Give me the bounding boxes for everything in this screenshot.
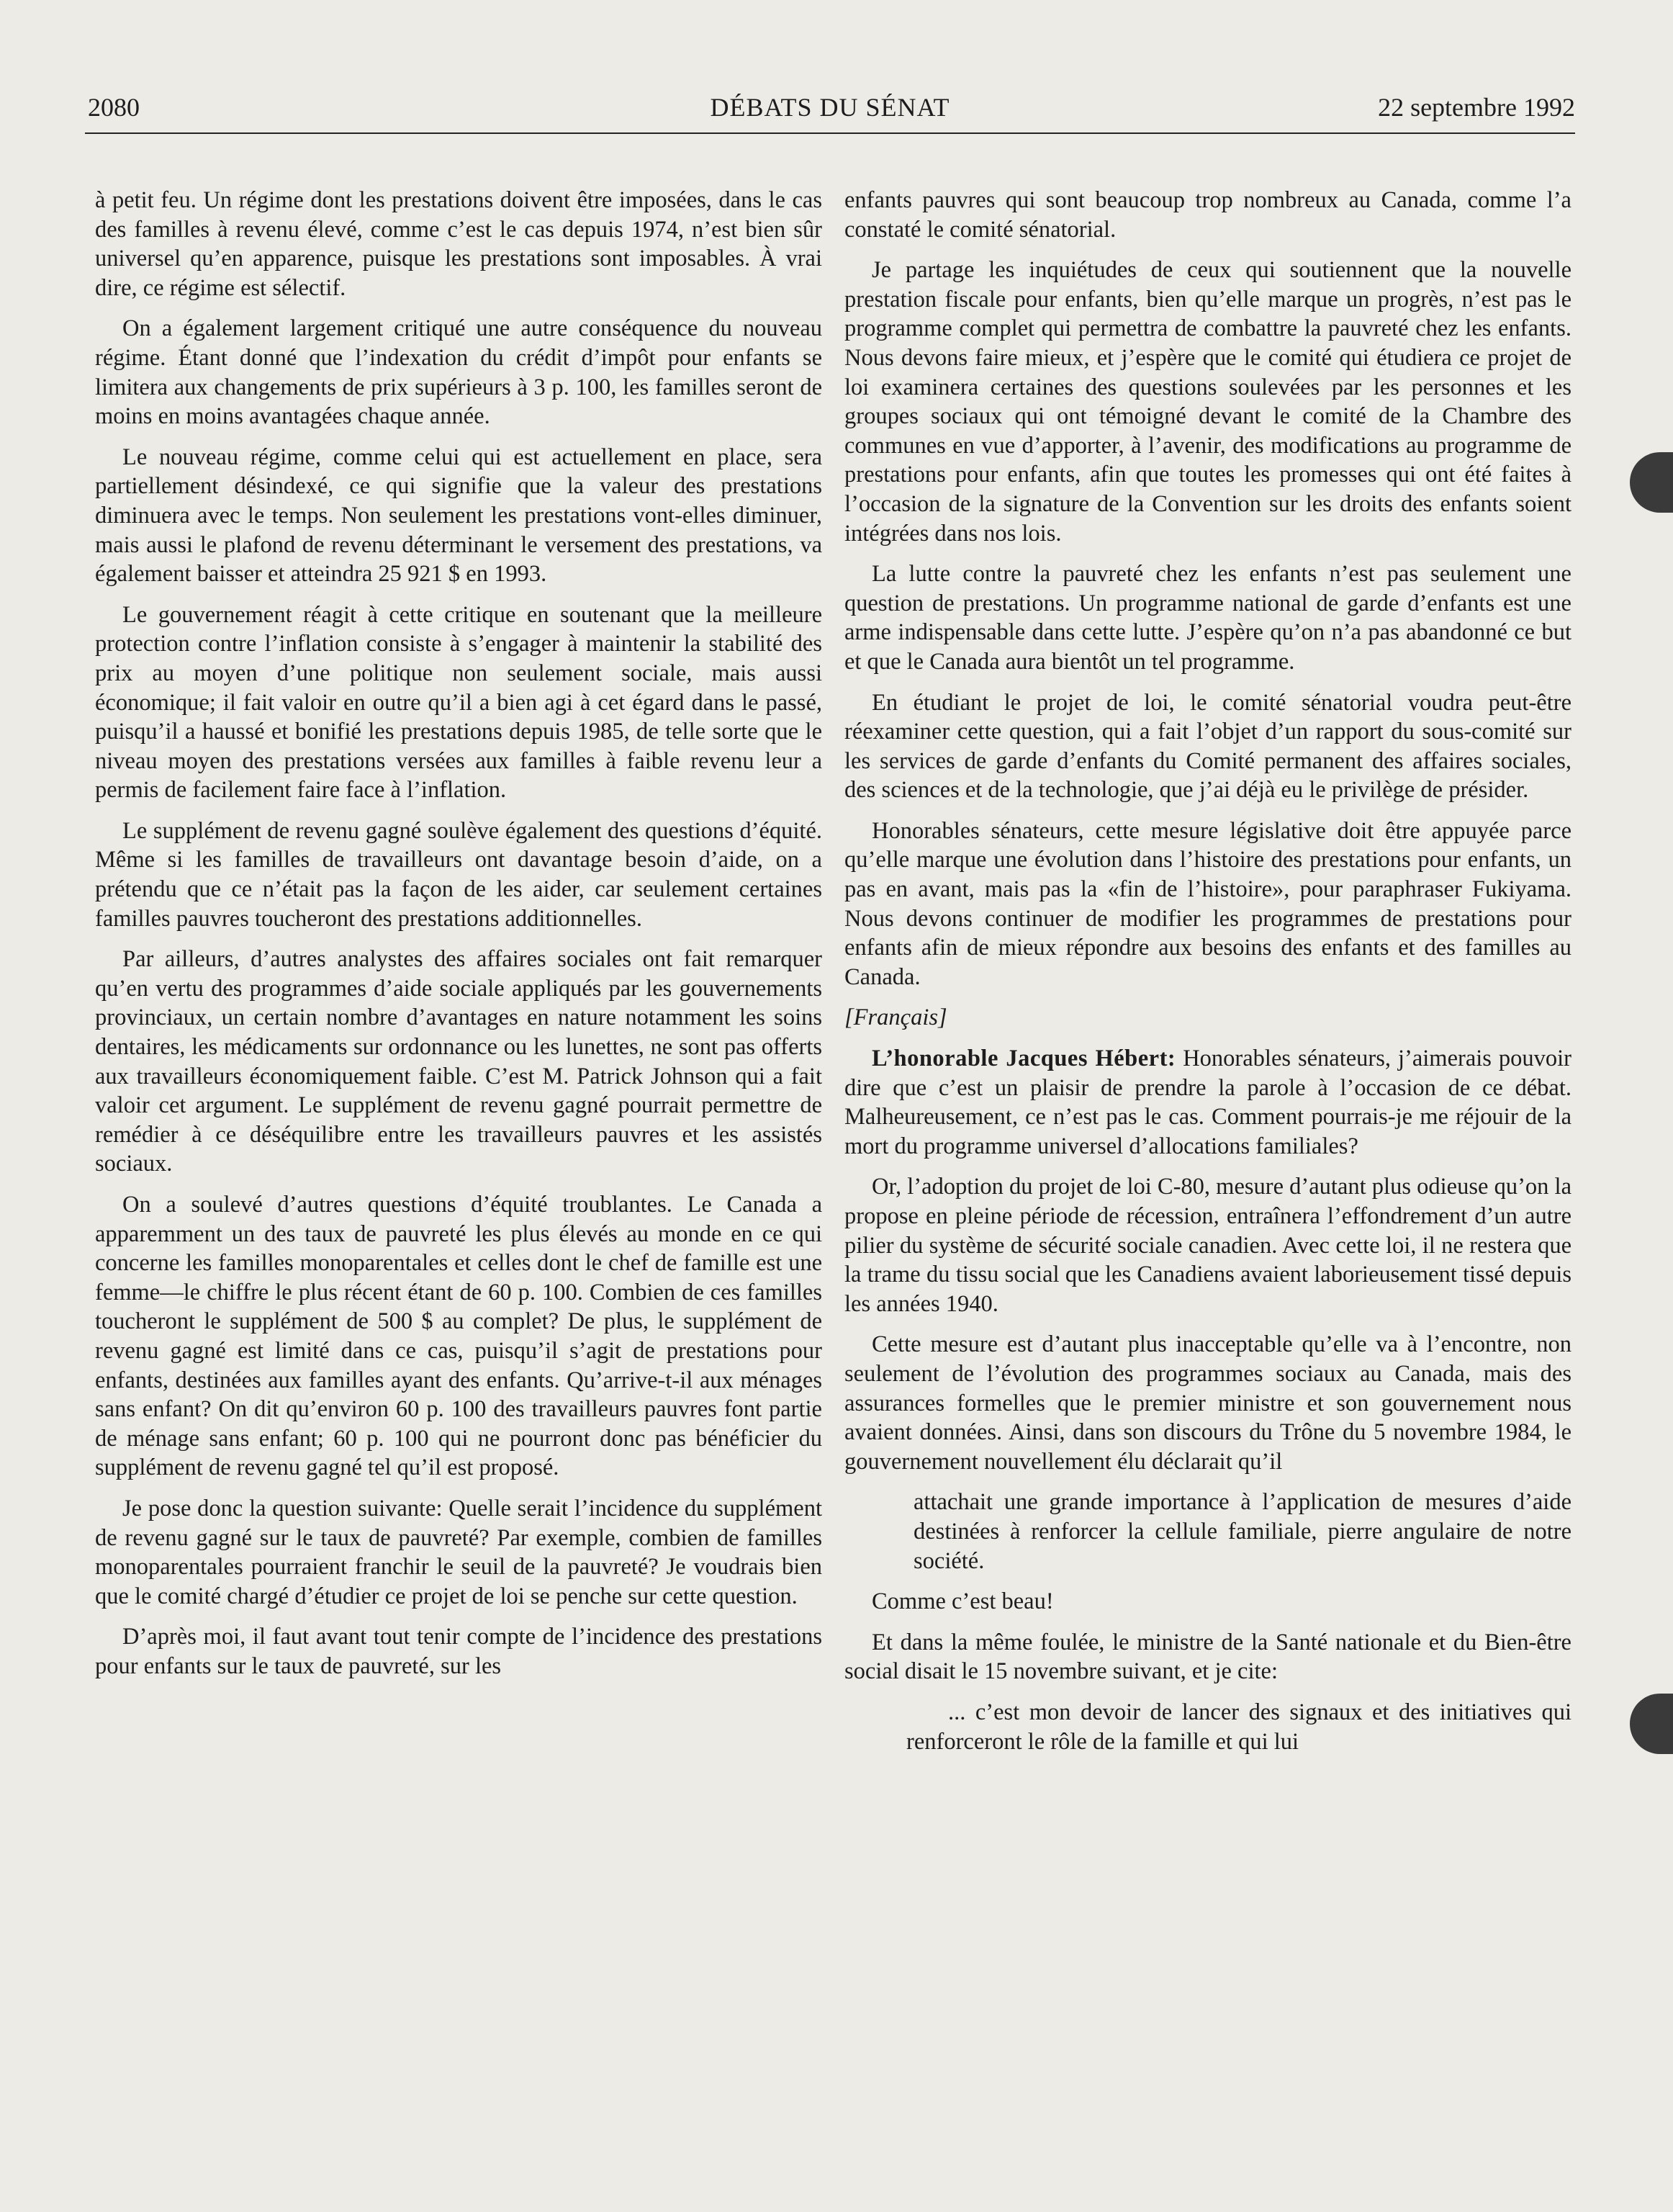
paragraph: En étudiant le projet de loi, le comité sénatorial voudra peut-être réexaminer cette question, qui a fait l’objet d’un rapport du sous-comité sur les services de garde d’enfants du Comité permanent des affaires sociales, des sciences et de la technologie, que j’ai déjà eu le privilège de présider.	[844, 689, 1571, 804]
paragraph: Je partage les inquiétudes de ceux qui soutiennent que la nouvelle prestation fiscale pour enfants, bien qu’elle marque un progrès, n’est pas le programme complet qui permettra de combattre la pauvreté chez les enfants. Nous devons faire mieux, et j’espère que le comité qui étudiera ce projet de loi examinera certaines des questions soulevées par les personnes et les groupes sociaux qui ont témoigné devant le comité de la Chambre des communes en vue d’apporter, à l’avenir, des modifications au programme de prestations pour enfants, afin que toutes les promesses qui ont été faites à l’occasion de la signature de la Convention sur les droits des enfants soient intégrées dans nos lois.	[844, 257, 1571, 547]
paragraph: à petit feu. Un régime dont les prestations doivent être imposées, dans le cas des familles à revenu élevé, comme c’est le cas depuis 1974, n’est bien sûr universel qu’en apparence, puisque les prestations sont imposables. À vrai dire, ce régime est sélectif.	[95, 187, 822, 301]
paragraph: Honorables sénateurs, cette mesure législative doit être appuyée parce qu’elle marque une évolution dans l’histoire des prestations pour enfants, un pas en avant, mais pas la «fin de l’histoire», pour paraphraser Fukiyama. Nous devons continuer de modifier les programmes de prestations pour enfants afin de mieux répondre aux besoins des enfants et des familles au Canada.	[844, 817, 1571, 990]
paragraph: Par ailleurs, d’autres analystes des affaires sociales ont fait remarquer qu’en vertu des programmes d’aide sociale appliqués par les gouvernements provinciaux, un certain nombre d’avantages en nature notamment les soins dentaires, les médicaments sur ordonnance ou les lunettes, ne sont pas offerts aux travailleurs économiquement faible. C’est M. Patrick Johnson qui a fait valoir cet argument. Le supplément de revenu gagné pourrait permettre de remédier à ce déséquilibre entre les travailleurs pauvres et les assistés sociaux.	[95, 946, 822, 1177]
paragraph: Le gouvernement réagit à cette critique en soutenant que la meilleure protection contre l’inflation consiste à s’engager à maintenir la stabilité des prix au moyen d’une politique non seulement sociale, mais aussi économique; il fait valoir en outre qu’il a bien agi à cet égard dans le passé, puisqu’il a haussé et bonifié les prestations depuis 1985, de telle sorte que le niveau moyen des prestations versées aux familles à faible revenu leur a permis de facilement faire face à l’inflation.	[95, 601, 822, 804]
paragraph: Et dans la même foulée, le ministre de la Santé nationale et du Bien-être social disait le 15 novembre suivant, et je cite:	[844, 1629, 1571, 1685]
left-column	[95, 186, 822, 1693]
language-tag: [Français]	[844, 1004, 947, 1031]
margin-tab-marker	[1630, 1694, 1673, 1754]
publication-title: DÉBATS DU SÉNAT	[710, 93, 950, 122]
paragraph: On a soulevé d’autres questions d’équité troublantes. Le Canada a apparemment un des taux de pauvreté les plus élevés au monde en ce qui concerne les familles monoparentales et celles dont le chef de famille est une femme—le chiffre le plus récent étant de 60 p. 100. Combien de ces familles toucheront le supplément de 500 $ au complet? De plus, le supplément de revenu gagné est limité dans ce cas, puisqu’il s’agit de prestations pour enfants, destinées aux familles ayant des enfants. Qu’arrive-t-il aux ménages sans enfant? On dit qu’environ 60 p. 100 des travailleurs pauvres font partie de ménage sans enfant; 60 p. 100 qui ne pourront donc pas bénéficier du supplément de revenu gagné tel qu’il est proposé.	[95, 1192, 822, 1481]
block-quote: ... c’est mon devoir de lancer des signaux et des initiatives qui renforceront le rôle de la famille et qui lui	[906, 1699, 1571, 1755]
page-number: 2080	[88, 93, 140, 122]
margin-tab-marker	[1630, 452, 1673, 513]
paragraph: Je pose donc la question suivante: Quelle serait l’incidence du supplément de revenu gagné sur le taux de pauvreté? Par exemple, combien de familles monoparentales pourraient franchir le seuil de la pauvreté? Je voudrais bien que le comité chargé d’étudier ce projet de loi se penche sur cette question.	[95, 1495, 822, 1609]
paragraph: On a également largement critiqué une autre conséquence du nouveau régime. Étant donné que l’indexation du crédit d’impôt pour enfants se limitera aux changements de prix supérieurs à 3 p. 100, les familles seront de moins en moins avantagées chaque année.	[95, 315, 822, 430]
speech-text: Honorables sénateurs, j’aimerais pouvoir dire que c’est un plaisir de prendre la parole à l’occasion de ce débat. Malheureusement, ce n’est pas le cas. Comment pourrais-je me réjouir de la mort du programme universel d’allocations familiales?	[844, 1046, 1571, 1159]
block-quote: attachait une grande importance à l’application de mesures d’aide destinées à renforcer la cellule familiale, pierre angulaire de notre société.	[914, 1489, 1571, 1574]
publication-date: 22 septembre 1992	[1378, 93, 1575, 122]
paragraph: Or, l’adoption du projet de loi C-80, mesure d’autant plus odieuse qu’on la propose en pleine période de récession, entraînera l’effondrement d’un autre pilier du système de sécurité sociale canadien. Avec cette loi, il ne restera que la trame du tissu social que les Canadiens avaient laborieusement tissé depuis les années 1940.	[844, 1174, 1571, 1317]
right-column	[844, 186, 1571, 1768]
page-header	[85, 89, 1575, 134]
paragraph: La lutte contre la pauvreté chez les enfants n’est pas seulement une question de prestations. Un programme national de garde d’enfants est une arme indispensable dans cette lutte. J’espère qu’on n’a pas abandonné ce but et que le Canada aura bientôt un tel programme.	[844, 561, 1571, 675]
speaker-name: L’honorable Jacques Hébert:	[872, 1046, 1176, 1072]
paragraph: Le nouveau régime, comme celui qui est actuellement en place, sera partiellement désindexé, ce qui signifie que la valeur des prestations diminuera avec le temps. Non seulement les prestations vont-elles diminuer, mais aussi le plafond de revenu déterminant le versement des prestations, va également baisser et atteindra 25 921 $ en 1993.	[95, 444, 822, 588]
speaker-paragraph	[844, 1044, 1571, 1161]
paragraph: enfants pauvres qui sont beaucoup trop nombreux au Canada, comme l’a constaté le comité sénatorial.	[844, 187, 1571, 243]
paragraph: Le supplément de revenu gagné soulève également des questions d’équité. Même si les familles de travailleurs ont davantage besoin d’aide, on a prétendu que ce n’était pas la façon de les aider, car seulement certaines familles pauvres toucheront des prestations additionnelles.	[95, 817, 822, 932]
paragraph: D’après moi, il faut avant tout tenir compte de l’incidence des prestations pour enfants sur le taux de pauvreté, sur les	[95, 1624, 822, 1679]
paragraph: Comme c’est beau!	[872, 1588, 1054, 1615]
paragraph: Cette mesure est d’autant plus inacceptable qu’elle va à l’encontre, non seulement de l’évolution des programmes sociaux au Canada, mais des assurances formelles que le premier ministre et son gouvernement nous avaient données. Ainsi, dans son discours du Trône du 5 novembre 1984, le gouvernement nouvellement élu déclarait qu’il	[844, 1331, 1571, 1475]
